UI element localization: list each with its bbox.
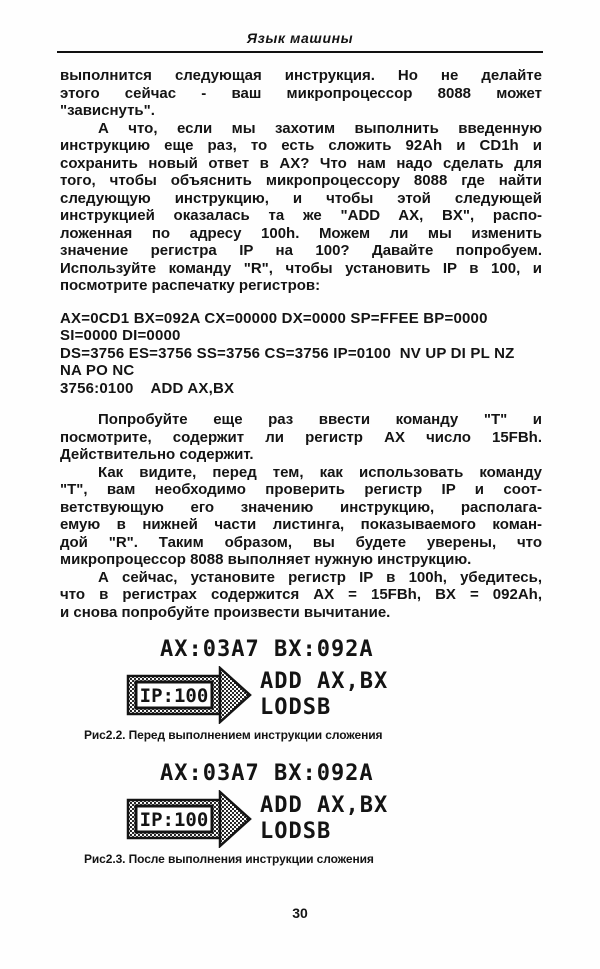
instruction-line: LODSB <box>260 695 332 720</box>
paragraph <box>60 120 542 295</box>
ip-register-label: IP:100 <box>139 685 209 707</box>
running-header: Язык машины <box>246 30 354 46</box>
text-line: выполнится следующая инструкция. Но не делайте <box>60 67 542 84</box>
text-line: значение регистра IP на 100? Давайте попробуем. <box>60 242 542 259</box>
text-line: что в регистрах содержится AX = 15FBh, BX = 092Ah, <box>60 586 542 603</box>
text-line: емую в нижней части листинга, показываемого коман- <box>60 516 542 533</box>
paragraph <box>60 569 542 622</box>
text-line: этого сейчас - ваш микропроцессор 8088 может <box>60 84 542 102</box>
header-rule <box>57 51 543 53</box>
paragraph <box>60 67 542 120</box>
text-line: дой "R". Таким образом, вы будете уверены, что <box>60 533 542 551</box>
figure-2-2 <box>60 638 542 745</box>
register-dump-line: DS=3756 ES=3756 SS=3756 CS=3756 IP=0100 NV UP DI PL NZ <box>60 344 515 362</box>
instruction-line: LODSB <box>260 818 332 844</box>
text-line: Действительно содержит. <box>60 446 254 463</box>
ip-register-label: IP:100 <box>139 808 209 831</box>
figure-caption: Рис2.3. После выполнения инструкции сложения <box>84 851 374 866</box>
text-line: Используйте команду "R", чтобы установить IP в 100, и <box>60 259 542 277</box>
text-line: и снова попробуйте произвести вычитание. <box>60 603 391 621</box>
figure-arrow-row <box>126 666 542 724</box>
text-line: Попробуйте еще раз ввести команду "Т" и <box>98 411 542 428</box>
text-line: "Т", вам необходимо проверить регистр IP и соот- <box>60 481 542 498</box>
text-line: того, чтобы объяснить микропроцессору 8088 где найти <box>60 172 542 189</box>
text-line: Как видите, перед тем, как использовать команду <box>98 463 542 481</box>
text-line: микропроцессор 8088 выполняет нужную инструкцию. <box>60 551 472 568</box>
body-text <box>60 67 542 868</box>
instruction-pointer-arrow-icon <box>126 666 252 724</box>
text-line: ложенная по адресу 100h. Можем ли мы изменить <box>60 224 542 242</box>
instruction-pointer-arrow-icon <box>126 790 252 848</box>
text-line: "зависнуть". <box>60 102 155 119</box>
figure-caption: Рис2.2. Перед выполнением инструкции сложения <box>84 728 383 742</box>
text-line: посмотрите распечатку регистров: <box>60 277 321 294</box>
page-number: 30 <box>292 905 308 921</box>
text-line: инструкцию еще раз, то есть сложить 92Ah и CD1h и <box>60 137 542 154</box>
text-line: сохранить новый ответ в AX? Что нам надо сделать для <box>60 154 542 172</box>
register-dump-line: SI=0000 DI=0000 <box>60 327 181 344</box>
figure-register-values: AX:03A7 BX:092A <box>160 637 374 662</box>
figure-2-3 <box>60 762 542 869</box>
register-dump-line: AX=0CD1 BX=092A CX=00000 DX=0000 SP=FFEE BP=0000 <box>60 309 488 327</box>
instruction-line: ADD AX,BX <box>260 792 389 818</box>
figure-arrow-row <box>126 790 542 848</box>
text-line: А что, если мы захотим выполнить введенную <box>98 119 542 137</box>
text-line: следующую инструкцию, и чтобы этой следующей <box>60 189 542 207</box>
instruction-line: ADD AX,BX <box>260 669 389 694</box>
paragraph <box>60 464 542 569</box>
figure-instruction-listing <box>260 793 388 845</box>
paragraph <box>60 411 542 464</box>
text-line: А сейчас, установите регистр IP в 100h, убедитесь, <box>98 568 542 586</box>
figure-instruction-listing <box>260 669 388 721</box>
register-dump-line: 3756:0100 ADD AX,BX <box>60 379 235 397</box>
text-line: ветствующую его значению инструкцию, располага- <box>60 498 542 516</box>
text-line: посмотрите, содержит ли регистр AX число 15FBh. <box>60 428 542 446</box>
text-line: инструкцией оказалась та же "ADD AX, BX", распо- <box>60 207 542 224</box>
register-dump-line: NA PO NC <box>60 362 135 379</box>
figure-register-values: AX:03A7 BX:092A <box>160 760 374 786</box>
register-dump <box>60 310 542 398</box>
